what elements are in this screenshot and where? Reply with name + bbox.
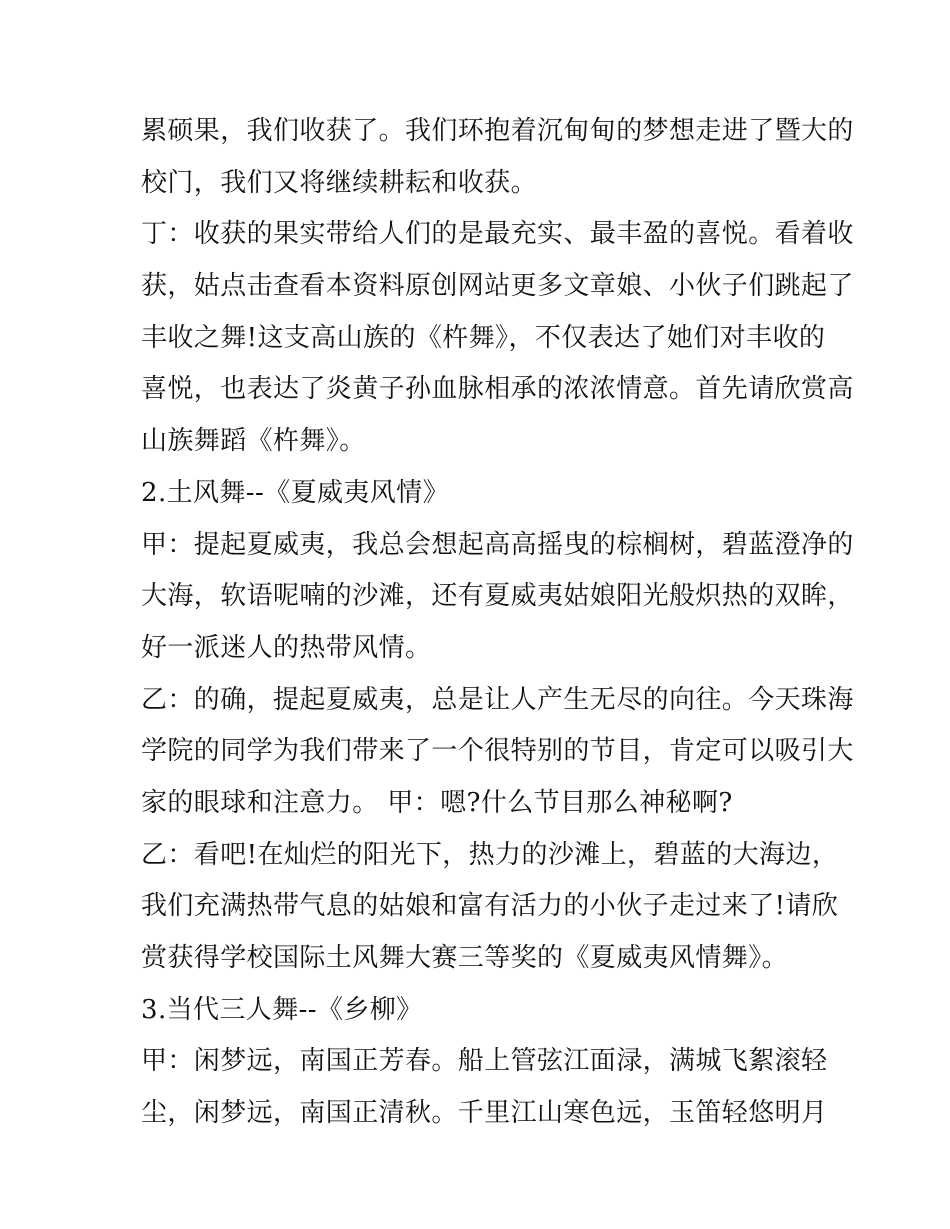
text-line: 大海，软语呢喃的沙滩，还有夏威夷姑娘阳光般炽热的双眸， — [141, 581, 854, 612]
section-heading: 2.土风舞--《夏威夷风情》 — [141, 477, 449, 508]
text-line: 甲：闲梦远，南国正芳春。船上管弦江面渌，满城飞絮滚轻 — [141, 1046, 828, 1077]
text-line: 甲：提起夏威夷，我总会想起高高摇曳的棕榈树，碧蓝澄净的 — [141, 529, 854, 560]
text-line: 丁：收获的果实带给人们的是最充实、最丰盈的喜悦。看着收 — [141, 219, 854, 250]
text-line: 获，姑点击查看本资料原创网站更多文章娘、小伙子们跳起了 — [141, 271, 854, 302]
text-line: 喜悦，也表达了炎黄子孙血脉相承的浓浓情意。首先请欣赏高 — [141, 374, 854, 405]
section-heading: 3.当代三人舞--《乡柳》 — [141, 994, 423, 1025]
text-line: 好一派迷人的热带风情。 — [141, 632, 432, 663]
document-body — [141, 106, 854, 1140]
text-line: 赏获得学校国际土风舞大赛三等奖的《夏威夷风情舞》。 — [141, 943, 789, 973]
text-line: 我们充满热带气息的姑娘和富有活力的小伙子走过来了!请欣 — [141, 891, 839, 922]
text-line: 乙：的确，提起夏威夷，总是让人产生无尽的向往。今天珠海 — [141, 684, 854, 715]
text-line: 丰收之舞!这支高山族的《杵舞》，不仅表达了她们对丰收的 — [141, 322, 826, 353]
text-line: 学院的同学为我们带来了一个很特别的节目，肯定可以吸引大 — [141, 736, 854, 767]
text-line: 校门，我们又将继续耕耘和收获。 — [141, 167, 538, 198]
text-line: 累硕果，我们收获了。我们环抱着沉甸甸的梦想走进了暨大的 — [141, 116, 854, 146]
text-line: 家的眼球和注意力。 甲：嗯?什么节目那么神秘啊? — [141, 787, 733, 818]
text-line: 尘，闲梦远，南国正清秋。千里江山寒色远，玉笛轻悠明月 — [141, 1098, 828, 1129]
text-line: 山族舞蹈《杵舞》。 — [141, 426, 366, 457]
text-line: 乙：看吧!在灿烂的阳光下，热力的沙滩上，碧蓝的大海边， — [141, 839, 839, 870]
